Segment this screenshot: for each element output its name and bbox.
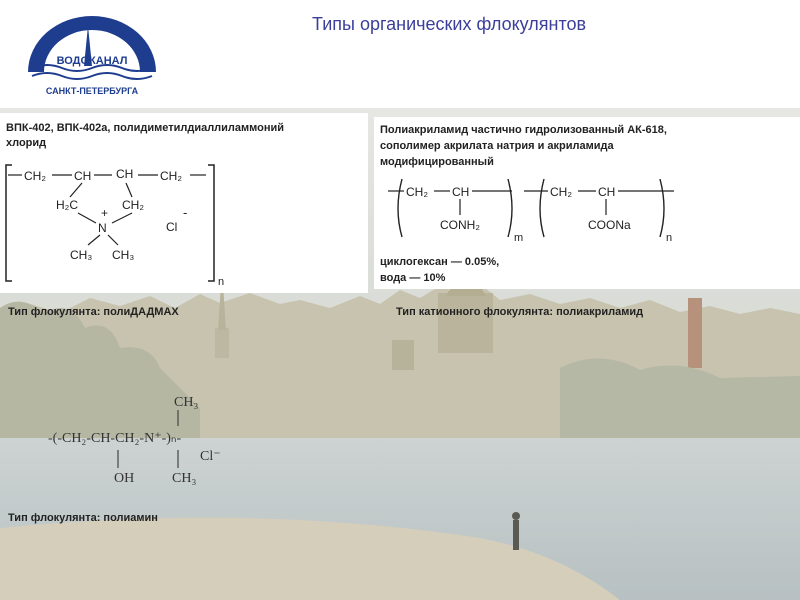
poly-dadmac-panel bbox=[0, 113, 368, 293]
left-header-line1: ВПК-402, ВПК-402а, полидиметилдиаллиламмоний bbox=[6, 122, 285, 134]
pam-ch2-b: CH₂ bbox=[550, 185, 572, 199]
dadmac-ch2-left: CH₂ bbox=[24, 169, 46, 183]
dadmac-ch3-right: CH₃ bbox=[112, 248, 135, 262]
caption-polyacrylamide: Тип катионного флокулянта: полиакриламид bbox=[396, 306, 644, 318]
polyamine-oh: OH bbox=[114, 471, 135, 486]
pam-ch-b: CH bbox=[598, 185, 616, 199]
polyamine-cl: Cl⁻ bbox=[200, 449, 221, 464]
pam-note-line1: циклогексан — 0.05%, bbox=[380, 256, 500, 268]
logo-text: ВОДОКАНАЛ bbox=[56, 55, 128, 67]
right-header-line3: модифицированный bbox=[380, 156, 494, 168]
caption-poly-dadmac: Тип флокулянта: полиДАДМАХ bbox=[8, 306, 179, 318]
slide-title: Типы органических флокулянтов bbox=[312, 14, 587, 34]
right-header-line2: сополимер акрилата натрия и акриламида bbox=[380, 140, 614, 152]
dadmac-ch2-right: CH₂ bbox=[160, 169, 182, 183]
dadmac-n: N bbox=[98, 221, 107, 235]
pam-ch2-a: CH₂ bbox=[406, 185, 428, 199]
logo-subtext: САНКТ-ПЕТЕРБУРГА bbox=[45, 86, 139, 96]
dadmac-ch-right: CH bbox=[116, 167, 134, 181]
pam-conh2: CONH₂ bbox=[440, 218, 480, 232]
pam-m: m bbox=[514, 232, 524, 244]
polyamine-formula bbox=[40, 388, 280, 498]
vodokanal-logo bbox=[22, 10, 162, 100]
dadmac-minus: - bbox=[183, 205, 188, 220]
left-header-line2: хлорид bbox=[6, 137, 47, 149]
dadmac-ch2-ring: CH₂ bbox=[122, 198, 144, 212]
dadmac-h2c: H₂C bbox=[56, 198, 78, 212]
dadmac-ch: CH bbox=[74, 169, 92, 183]
caption-polyamine: Тип флокулянта: полиамин bbox=[8, 512, 158, 524]
dadmac-ch3-left: CH₃ bbox=[70, 248, 93, 262]
pam-note-line2: вода — 10% bbox=[380, 272, 446, 284]
dadmac-cl: Cl bbox=[166, 220, 178, 234]
polyamine-ch3-bottom: CH₃ bbox=[172, 471, 197, 486]
polyamine-chain: -(-CH₂-CH-CH₂-N⁺-)ₙ- bbox=[48, 431, 182, 446]
right-header-line1: Полиакриламид частично гидролизованный АК-618, bbox=[380, 124, 667, 136]
polyamine-ch3-top: CH₃ bbox=[174, 395, 199, 410]
dadmac-plus: + bbox=[101, 206, 109, 220]
pam-coona: COONa bbox=[588, 218, 631, 232]
pam-ch-a: CH bbox=[452, 185, 470, 199]
dadmac-subscript: n bbox=[218, 276, 225, 288]
polyacrylamide-panel bbox=[374, 117, 800, 289]
pam-n: n bbox=[666, 232, 673, 244]
